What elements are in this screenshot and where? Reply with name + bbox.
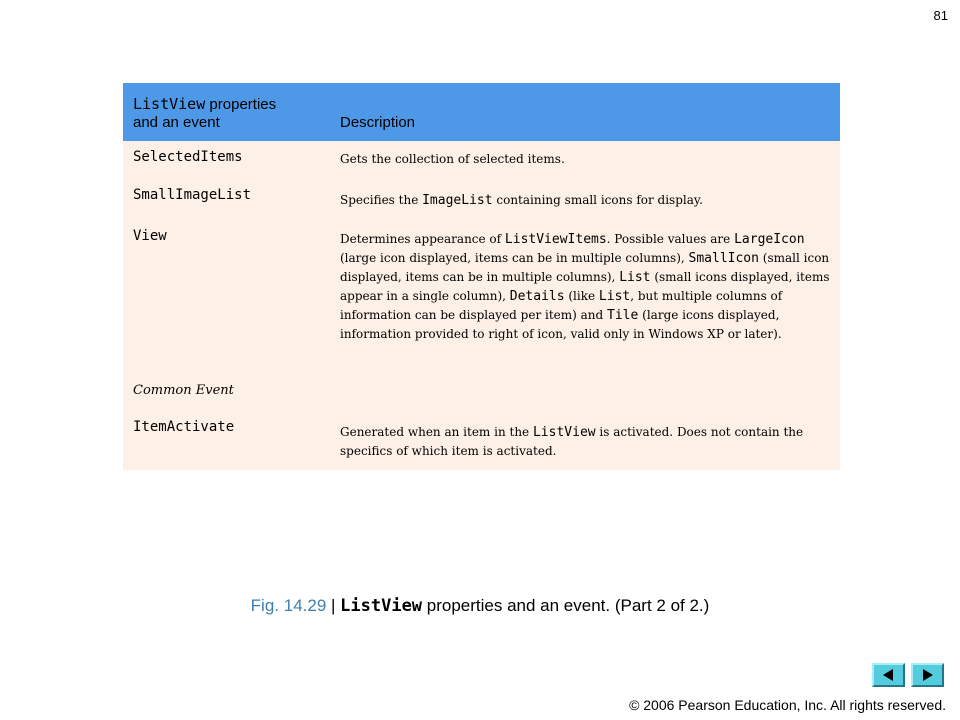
code-term: ImageList xyxy=(422,193,493,208)
figure-number: Fig. 14.29 xyxy=(250,596,327,615)
code-term: Details xyxy=(509,289,565,304)
code-term: LargeIcon xyxy=(734,232,805,247)
description-text: (large icons displayed, information provided to right of icon, valid only in Windows XP or later). xyxy=(340,308,782,341)
figure-caption xyxy=(0,596,960,616)
code-term: ListViewItems xyxy=(504,232,607,247)
description-text: Generated when an item in the xyxy=(340,425,533,439)
description-text: containing small icons for display. xyxy=(492,193,703,207)
description-text: (large icon displayed, items can be in multiple columns), xyxy=(340,251,689,265)
description-text: . Possible values are xyxy=(606,232,735,246)
code-term: ListView xyxy=(532,425,596,440)
property-itemactivate: ItemActivate xyxy=(133,419,235,435)
description-view xyxy=(340,230,830,344)
description-text: (small icons displayed, items appear in a single column), xyxy=(340,270,830,303)
next-slide-button[interactable] xyxy=(911,663,944,687)
description-text: Specifies the xyxy=(340,193,423,207)
property-selecteditems: SelectedItems xyxy=(133,149,243,165)
section-common-event: Common Event xyxy=(133,383,234,398)
triangle-right-icon xyxy=(913,665,942,685)
description-text: , but multiple columns of information can be displayed per item) and xyxy=(340,289,783,322)
page-number: 81 xyxy=(933,8,948,23)
code-term: SmallIcon xyxy=(688,251,759,266)
copyright-notice: © 2006 Pearson Education, Inc. All rights reserved. xyxy=(629,697,946,713)
description-itemactivate xyxy=(340,423,830,461)
table-header xyxy=(123,83,840,141)
header-property-column xyxy=(133,95,276,132)
property-smallimagelist: SmallImageList xyxy=(133,187,252,203)
description-text: (like xyxy=(564,289,599,303)
header-listview-mono: ListView xyxy=(133,95,206,113)
previous-slide-button[interactable] xyxy=(872,663,905,687)
header-properties-text: properties xyxy=(205,96,277,113)
code-term: Tile xyxy=(607,308,639,323)
description-selecteditems xyxy=(340,150,830,169)
code-term: List xyxy=(598,289,631,304)
description-text: (small icon displayed, items can be in multiple columns), xyxy=(340,251,830,284)
properties-table xyxy=(123,83,840,470)
header-description-column: Description xyxy=(340,114,416,131)
caption-separator: | xyxy=(326,596,341,615)
code-term: List xyxy=(619,270,651,285)
description-text: Determines appearance of xyxy=(340,232,505,246)
header-and-event-text: and an event xyxy=(133,114,220,131)
description-text: Gets the collection of selected items. xyxy=(340,152,565,166)
description-smallimagelist xyxy=(340,191,830,210)
description-text: is activated. Does not contain the specifics of which item is activated. xyxy=(340,425,804,458)
property-view: View xyxy=(133,228,167,244)
caption-listview-mono: ListView xyxy=(340,596,423,616)
triangle-left-icon xyxy=(874,665,903,685)
caption-text: properties and an event. (Part 2 of 2.) xyxy=(422,596,710,615)
